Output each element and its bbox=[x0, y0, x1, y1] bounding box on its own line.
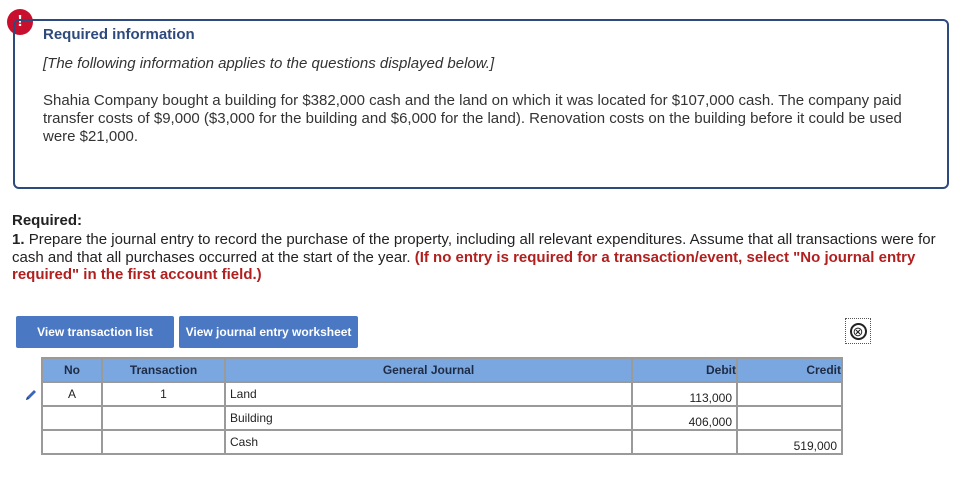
row-no bbox=[42, 406, 102, 430]
close-icon: ⊗ bbox=[850, 323, 867, 340]
info-body: Shahia Company bought a building for $382,000 cash and the land on which it was located for $107,000 cash. The company paid transfer costs of $9,000 ($3,000 for the building and $6,000 for the land). Renovation costs on the building before it could be used were $21,000. bbox=[43, 92, 902, 145]
close-button[interactable] bbox=[845, 318, 871, 344]
required-number: 1. bbox=[12, 231, 25, 248]
table-row[interactable] bbox=[42, 430, 842, 454]
header-transaction: Transaction bbox=[102, 358, 225, 382]
row-account[interactable]: Land bbox=[225, 382, 632, 406]
row-credit[interactable] bbox=[737, 406, 842, 430]
table-row[interactable] bbox=[42, 382, 842, 406]
row-no bbox=[42, 430, 102, 454]
view-transaction-list-button[interactable]: View transaction list bbox=[16, 316, 174, 348]
row-debit[interactable]: 406,000 bbox=[632, 406, 737, 430]
row-credit[interactable] bbox=[737, 382, 842, 406]
row-credit[interactable]: 519,000 bbox=[737, 430, 842, 454]
row-transaction bbox=[102, 406, 225, 430]
pencil-icon[interactable] bbox=[24, 388, 38, 402]
header-general-journal: General Journal bbox=[225, 358, 632, 382]
row-transaction bbox=[102, 430, 225, 454]
row-transaction: 1 bbox=[102, 382, 225, 406]
row-no: A bbox=[42, 382, 102, 406]
row-account[interactable]: Cash bbox=[225, 430, 632, 454]
header-credit: Credit bbox=[737, 358, 842, 382]
table-row[interactable] bbox=[42, 406, 842, 430]
row-debit[interactable] bbox=[632, 430, 737, 454]
row-debit[interactable]: 113,000 bbox=[632, 382, 737, 406]
header-debit: Debit bbox=[632, 358, 737, 382]
alert-icon: ! bbox=[7, 9, 33, 35]
row-account[interactable]: Building bbox=[225, 406, 632, 430]
header-no: No bbox=[42, 358, 102, 382]
view-journal-entry-worksheet-button[interactable]: View journal entry worksheet bbox=[179, 316, 358, 348]
required-title: Required: bbox=[12, 212, 83, 229]
required-text bbox=[12, 231, 942, 284]
info-title: Required information bbox=[43, 26, 195, 43]
required-instructions: Prepare the journal entry to record the purchase of the property, including all relevant expenditures. Assume that all transactions were for cash and that all purchases occurred at the start of the year. bbox=[12, 231, 936, 266]
info-note: [The following information applies to the questions displayed below.] bbox=[43, 55, 495, 72]
required-hint: (If no entry is required for a transaction/event, select "No journal entry required" in the first account field.) bbox=[12, 248, 916, 283]
journal-header-row bbox=[42, 358, 842, 382]
journal-table bbox=[41, 357, 843, 455]
